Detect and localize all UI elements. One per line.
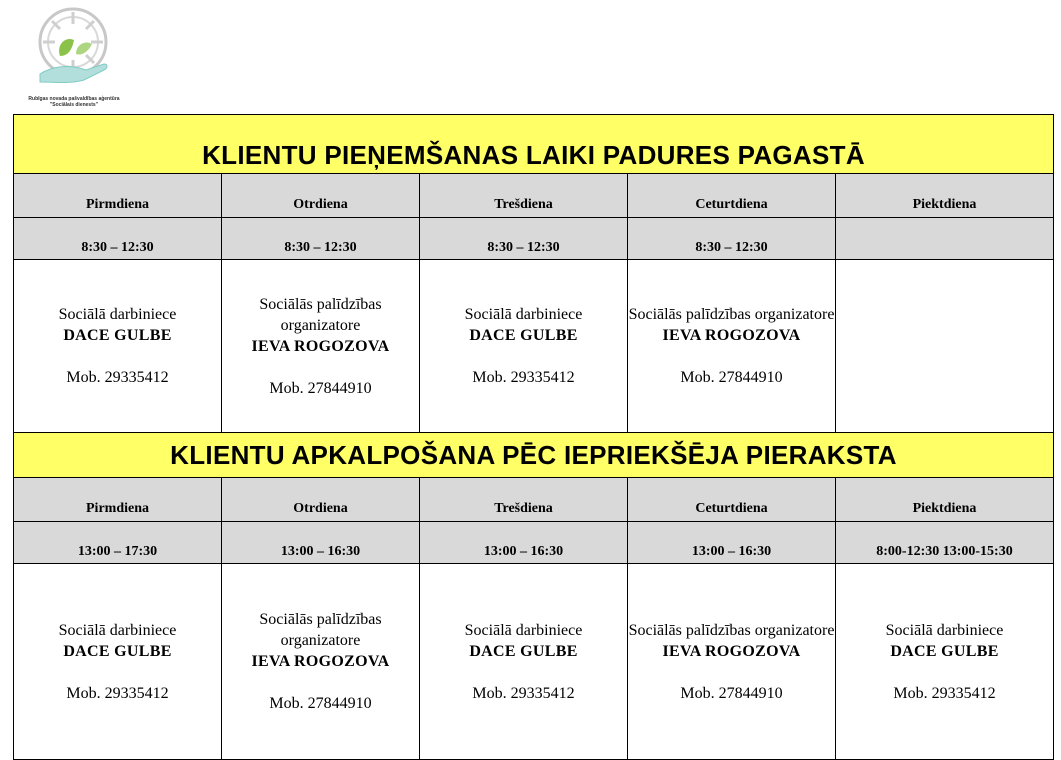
time-cell: 8:00-12:30 13:00-15:30 [836,522,1054,564]
contact-role: Sociālā darbiniece [464,306,583,323]
contact-phone: Mob. 27844910 [269,695,372,712]
day-header: Trešdiena [420,174,628,218]
contact-role: Sociālās palīdzības organizatore [259,295,382,334]
day-header: Ceturtdiena [628,174,836,218]
contact-role: Sociālā darbiniece [885,621,1004,639]
section1-times-row [14,218,1054,260]
section2-days-row [14,478,1054,522]
contact-role: Sociālās palīdzības organizatore [259,611,382,649]
sun-leaf-hand-logo-icon [30,4,116,96]
contact-name: DACE GULBE [63,327,172,344]
day-header: Piektdiena [836,174,1054,218]
time-cell: 13:00 – 16:30 [420,522,628,564]
contact-phone: Mob. 29335412 [66,684,169,702]
contact-cell [222,564,420,760]
contact-cell [14,260,222,433]
section2-title-row [14,433,1054,478]
contact-phone: Mob. 29335412 [66,369,169,386]
day-header: Pirmdiena [14,174,222,218]
contact-phone: Mob. 29335412 [472,369,575,386]
section1-info-row [14,260,1054,433]
contact-phone: Mob. 27844910 [680,684,783,702]
time-cell: 13:00 – 16:30 [628,522,836,564]
contact-phone: Mob. 27844910 [269,379,372,397]
contact-cell [836,564,1054,760]
time-cell: 8:30 – 12:30 [14,218,222,260]
contact-role: Sociālās palīdzības organizatore [628,621,835,639]
logo-caption [18,96,130,108]
contact-phone: Mob. 27844910 [680,369,783,386]
contact-name: IEVA ROGOZOVA [251,653,390,670]
contact-cell [628,260,836,433]
section1-title-row [14,115,1054,174]
day-header: Otrdiena [222,174,420,218]
contact-name: IEVA ROGOZOVA [662,642,801,660]
contact-name: DACE GULBE [469,327,578,344]
time-cell: 8:30 – 12:30 [420,218,628,260]
contact-cell [222,260,420,433]
day-header: Trešdiena [420,478,628,522]
contact-cell [14,564,222,760]
contact-role: Sociālā darbiniece [58,306,177,323]
section2-times-row [14,522,1054,564]
contact-phone: Mob. 29335412 [472,684,575,702]
time-cell: 13:00 – 16:30 [222,522,420,564]
contact-name: DACE GULBE [63,642,172,660]
section1-title: KLIENTU PIEŅEMŠANAS LAIKI PADURES PAGASTĀ [14,115,1054,174]
day-header: Ceturtdiena [628,478,836,522]
contact-cell [420,260,628,433]
logo-caption-line2: "Sociālais dienests" [49,102,99,108]
time-cell: 13:00 – 17:30 [14,522,222,564]
day-header: Otrdiena [222,478,420,522]
contact-cell [628,564,836,760]
contact-phone: Mob. 29335412 [893,684,996,702]
section2-info-row [14,564,1054,760]
schedule-table [13,114,1054,760]
empty-cell [836,260,1054,433]
contact-cell [420,564,628,760]
contact-name: DACE GULBE [469,642,578,660]
time-cell: 8:30 – 12:30 [222,218,420,260]
contact-role: Sociālās palīdzības organizatore [628,306,835,323]
section2-title: KLIENTU APKALPOŠANA PĒC IEPRIEKŠĒJA PIERAKSTA [14,433,1054,478]
logo [18,4,128,114]
contact-name: DACE GULBE [890,642,999,660]
time-cell [836,218,1054,260]
contact-name: IEVA ROGOZOVA [251,337,390,355]
logo-caption-line1: Rubīgas novada pašvaldības aģentūra [28,96,120,102]
contact-role: Sociālā darbiniece [464,621,583,639]
day-header: Pirmdiena [14,478,222,522]
day-header: Piektdiena [836,478,1054,522]
section1-days-row [14,174,1054,218]
contact-name: IEVA ROGOZOVA [662,327,801,344]
contact-role: Sociālā darbiniece [58,621,177,639]
time-cell: 8:30 – 12:30 [628,218,836,260]
